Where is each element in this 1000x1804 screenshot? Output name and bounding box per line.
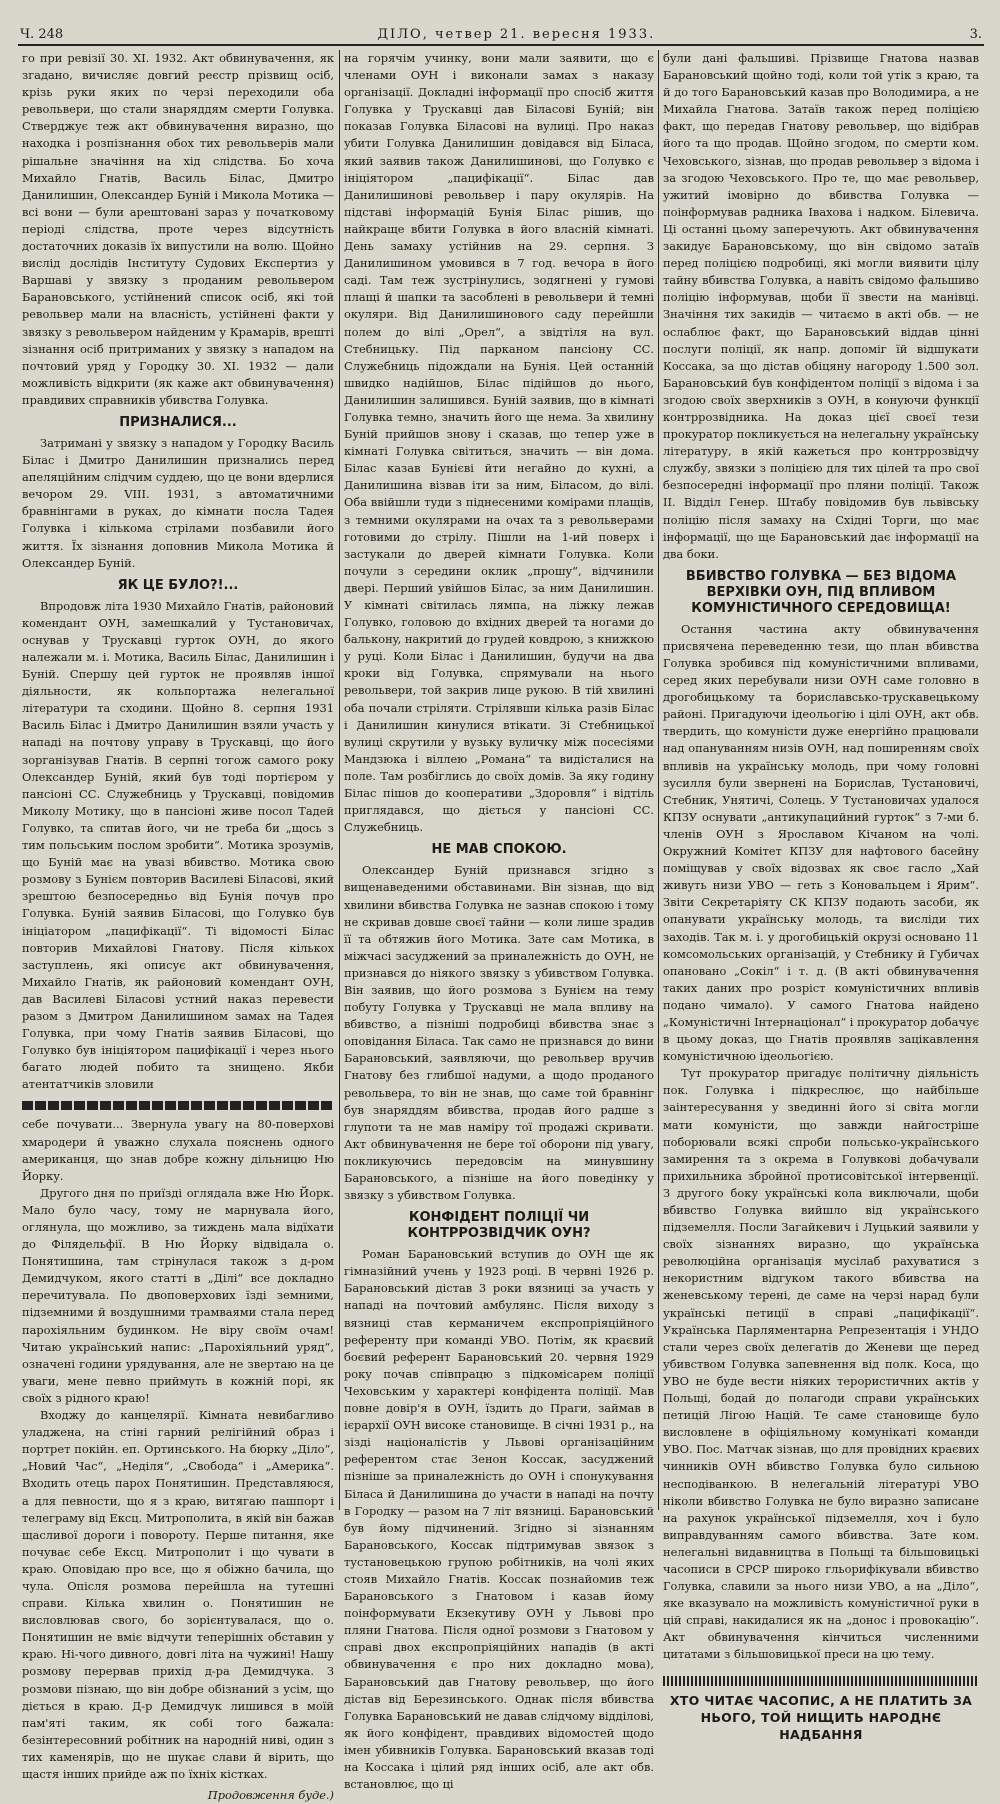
article-paragraph: Остання частина акту обвинувачення присвячена переведенню тези, що план вбивства Голувка зробився під комуністичними впливами, серед яких перебували низи ОУН саме головно в дрогобицькому та бориславсько-трускавецькому районі. Пригадуючи ідеольогію і цілі ОУН, акт обв. твердить, що комуністи дуже енергійно працювали над опануванням низів ОУН, над поширенням своїх впливів на українську молодь, при чому головні зусилля були звернені на Борислав, Тустановичі, Стебник, Унятичі, Солець. У Тустановичах удалося КПЗУ оснувати „антикупацийний гурток“ з 7-ми б. членів ОУН з Ярославом Кічаном на чолі. Окружний Комітет КПЗУ для нафтового басейну поміщував у своїх відозвах як своє гасло „Хай живуть низи УВО — геть з Коновальцем і Ярим“. Звіти Секретаріяту СК КПЗУ подають засоби, як опанувати українську молодь, та висліди тих заходів. Так м. і. у дрогобицькій окрузі основано 11 комсомольських організацій, у Стебнику й Губичах опановано „Сокіл“ і т. д. (В акті обвинувачення таких даних про розріст комуністичних впливів подано чимало). У самого Гнатова найдено „Комуністичні Інтернаціонал“ і прокуратор добачує в цьому доказ, що Гнатів проявляв зацікавлення комуністичною ідеольогією. xyxy=(663,621,979,1064)
newspaper-title-date: ДІЛО, четвер 21. вересня 1933. xyxy=(377,27,656,42)
header-rule xyxy=(18,44,984,46)
feuilleton-paragraph: Другого дня по приїзді оглядала вже Ню Йорк. Мало було часу, тому не марнувала його, оглянула, що можливо, за тиждень мала відїхати до Філядельфії. В Ню Йорку відвідала о. Понятишина, там стрінулася також з д-ром Демидчуком, якого статті в „Ділі“ все докладно перечитувала. По двоповерхових їзді земними, підземними й воздушними трамваями стала перед парохіяльним будинком. Не віру своїм очам! Читаю український напис: „Парохіяльний уряд“, означені години урядування, але не звертаю на це уваги, мене певно приймуть в кожній порі, як своїх з рідного краю! xyxy=(22,1185,334,1405)
subscription-notice: ХТО ЧИТАЄ ЧАСОПИС, А НЕ ПЛАТИТЬ ЗА НЬОГО, ТОЙ НИЩИТЬ НАРОДНЄ НАДБАННЯ xyxy=(669,1692,973,1742)
article-paragraph: були дані фальшиві. Прізвище Гнатова назвав Барановський щойно тоді, коли той утік з краю, та й до того Барановський казав про Володимира, а не Михайла Гнатова. Затаїв також перед поліцією факт, що передав Гнатову револьвер, що відібрав його та що продав. Щойно згодом, по смерти ком. Чеховського, зізнав, що продав револьвер з відома і за згодою Чеховського. Про те, що має револьвер, ужитий імовірно до вбивства Голувка — поінформував радника Івахова і надком. Білевича. Ці останні цьому заперечують. Акт обвинувачення закидує Барановському, що він свідомо затаїв перед поліцією подробиці, які могли виявити цілу тайну вбивства Голувка, а навіть свідомо фальшиво поліцію інформував, щоби її звести на манівці. Значіння тих закидів — читаємо в акті обв. — не ослаблює факт, що Барановський віддав цінні послуги поліції, як напр. допоміг їй відшукати Коссака, за що дістав обіцяну нагороду 1.500 зол. Барановський був конфідентом поліції з відома і за згодою своїх зверхників з ОУН, в конуючи функції контррозвідника. На доказ цієї своєї тези прокуратор покликується на нелегальну українську літературу, в якій кажеться про контррозвідчу службу, звязки з поліцією для тих цілей та про свої безпосередні інформації про пляни поліції. Також II. Відділ Генер. Штабу повідомив був львівську поліцію після замаху на Східні Торги, що має інформації, що ще Барановський дає інформації на два боки. xyxy=(663,51,979,561)
section-heading-confessed: ПРИЗНАЛИСЯ... xyxy=(119,414,237,430)
feuilleton-paragraph: Входжу до канцелярії. Кімната невибагливо уладжена, на стіні гарний релігійний образ і портрет покійн. еп. Ортинського. На бюрку „Діло“, „Новий Час“, „Неділя“, „Свобода“ і „Америка“. Входить отець парох Понятишин. Представляюся, а для певности, що я з краю, витягаю пашпорт і телеграму від Ексц. Митрополита, в якій він бажав щасливої дороги і повороту. Перше питання, яке почуває себе Ексц. Митрополит і що чувати в краю. Оповідаю про все, що я обіжно бачила, що чула. Опісля розмова перейшла на тутешні справи. Кілька хвилин о. Понятишин не висловлював свого, бо зорієнтувалася, що о. Понятишин не вміє відчути теперішніх обставин у краю. Ні-чого дивного, довгі літа на чужині! Нашу розмову перервав прихід д-ра Демидчука. З розмови пізнаю, що він добре обізнаний з усім, що діється в краю. Д-р Демидчук лишився в моїй пам'яті таким, як собі того бажала: безінтересовний робітник на народній ниві, один з тих каменярів, що не шукає слави й вірить, що щастя інших прийде аж по їхніх кістках. xyxy=(22,1408,334,1781)
article-paragraph: Роман Барановський вступив до ОУН ще як гімназійний учень у 1923 році. В червні 1926 р. Барановський дістав 3 роки вязниці за участь у нападі на почтовий амбулянс. Після виходу з вязниці став керманичем експропріяційного референту при команді УВО. Потім, як краєвий боєвий референт Барановський 20. червня 1929 року почав співпрацю з підкомісарем поліції Чеховським у характері конфідента поліції. Мав повне довір'я в ОУН, їздить до Праги, займав в ієрархії ОУН високе становище. В січні 1931 р., на зізді націоналістів у Львові організаційним референтом стає Зенон Коссак, засуджений пізніше за приналежність до ОУН і спонукування Біласа й Данилишина до участи в нападі на почту в Городку — разом на 7 літ вязниці. Барановський був йому підчинений. Згідно зі зізнанням Барановського, Коссак підтримував звязок з тустановецькою групою робітників, на чолі яких стояв Михайло Гнатів. Коссак познайомив теж Барановського з Гнатовом і казав йому поінформувати Екзекутиву ОУН у Львові про пляни Гнатова. Після одної розмови з Гнатовом у справі двох експропріяційних нападів (в акті обвинувачення є про них докладно мова), Барановський дав Гнатову револьвер, що його дістав від Березинського. Однак після вбивства Голувка Барановський не давав слідчому відділові, як його конфідент, правдивих відомостей щодо імен убивників Голувка. Барановський вказав тоді на Коссака і цілий ряд інших осіб, але акт обв. встановлює, що ці xyxy=(344,1247,654,1792)
column-3 xyxy=(663,50,979,1742)
column-1 xyxy=(22,50,334,1803)
masthead xyxy=(20,18,982,42)
section-heading-no-peace: НЕ МАВ СПОКОЮ. xyxy=(431,842,567,858)
article-separator xyxy=(22,1101,334,1110)
article-paragraph: Впродовж літа 1930 Михайло Гнатів, районовий комендант ОУН, замешкалий у Тустановичах, оснував у Трускавці гурток ОУН, до якого належали м. і. Мотика, Василь Білас, Данилишин і Буній. Спершу цей гурток не проявляв іншої діяльности, як кольпортажа нелегальної літератури та сходини. Щойно 8. серпня 1931 Василь Білас і Дмитро Данилишин взяли участь у нападі на почтову управу в Трускавці, що його зорганізував Гнатів. В серпні тогож самого року Олександер Буній, який був тоді портієром у пансіоні СС. Служебниць у Трускавці, повідомив Миколу Мотику, що в пансіоні живе посол Тадей Голувко, та спитав його, чи не треба би „щось з тим польським послом зробити“. Мотика зрозумів, що Буній має на увазі вбивство. Мотика свою розмову з Бунієм повторив Василеві Біласові, який зрештою безпосередньо від Бунія почув про Голувка. Буній заявив Біласові, що Голувко був ініціатором „пацифікації“. Ті відомості Білас повторив Михайлові Гнатову. Після кількох заступлень, які описує акт обвинувачення, Михайло Гнатів, як районовий комендант ОУН, дав Василеві Біласові устний наказ перевести разом з Дмитром Данилишином замах на Тадея Голувка, при чому Гнатів заявив Біласові, що Голувко був ініціятором пацифікації і через нього багато людей побито та знищено. Якби атентатчиків зловили xyxy=(22,598,334,1092)
article-paragraph: Олександер Буній признався згідно з вищенаведеними обставинами. Він зізнав, що від хвилини вбивства Голувка не зазнав спокою і тому не скривав довше своєї тайни — коли лише зрадив її та обтяжив його Мотика. Зате сам Мотика, в міжчасі засуджений за приналежність до ОУН, не признався до ніякого звязку з убивством Голувка. Він заявив, що його розмова з Бунієм на тему побуту Голувка у Трускавці не мала впливу на вбивство, а пізніші подробиці вбивства знає з оповідання Біласа. Так само не признався до вини Барановський, заявляючи, що револьвер вручив Гнатову без глибшої надуми, а щодо проданого револьвера, то він не знав, що саме той бравнінг був знаряддям вбивства, продав його радше з глупоти та не мав наміру тої продажі скривати. Акт обвинувачення не бере тої оборони під увагу, покликуючись передовсім на минувшину Барановського, а пізніше на його поведінку у звязку з убивством Голувка. xyxy=(344,863,654,1203)
article-paragraph: Тут прокуратор пригадує політичну діяльність пок. Голувка і підкреслює, що найбільше заінтересування у звединні його зі світа могли мати комуністи, що завжди найгостріше поборювали всякі спроби польсько-українського замирення та з окрема в Голувкові добачували прихильника збройної протисовітської інтервенції. З другого боку українські кола виключали, щоби вбивство Голувка вийшло від українського підземелля. Посли Загайкевич і Луцький заявили у своїх зізнаннях виразно, що українська революційна організація мусілаб рахуватися з некористним відгуком такого вбивства на женевському терені, де саме на черзі нарад були українські петиції в справі „пацифікації“. Українська Парляментарна Репрезентація і УНДО стали через своїх делегатів до Женеви ще перед убивством Голувка запевнення від полк. Коса, що УВО не буде вести ніяких терористичних актів у Польщі, бодай до полагоди справи українських петицій Лігою Націй. Те саме становище було висловлене в офіціяльному комунікаті команди УВО. Пос. Матчак зізнав, що для провідних краєвих чинників ОУН вбивство Голувка було сильною несподіванкою. В нелегальній літературі УВО ніколи вбивство Голувка не було виразно записане на рахунок української підземелля, хоч і було виправдуванням самого вбивства. Зате ком. нелегальні видавництва в Польщі та більшовицькі часописи в СРСР широко гльорифікували вбивство Голувка, славили за нього низи УВО, а на „Діло“, яке вказувало на можливість комуністичної руки в цій справі, накидалися як на „донос і провокацію“. Акт обвинувачення кінчиться численними цитатами з більшовицької преси на цю тему. xyxy=(663,1066,979,1662)
article-paragraph: на горячім учинку, вони мали заявити, що є членами ОУН і виконали замах з наказу організації. Докладні інформації про спосіб життя Голувка у Трускавці дав Біласові Буній; він показав Голувка Біласові на вулиці. Про наказ убити Голувка Данилишин довідався від Біласа, який заявив також Данилишинові, що Голувко є ініціятором „пацифікації“. Білас дав Данилишинові револьвер і пару окулярів. На підставі інформацій Бунія Білас рішив, що найкраще вбити Голувка в його власній кімнаті. День замаху устійнив на 29. серпня. З Данилишином умовився в 7 год. вечора в його саді. Там теж зустрінулись, зодягнені у гумові плащі й шапки та засоблені в револьвери й темні окуляри. Від Данилишинового саду перейшли полем до вілі „Орел“, а звідтіля на вул. Стебницьку. Під парканом пансіону СС. Служебниць підождали на Бунія. Цей останній швидко надійшов, Білас підійшов до нього, Данилишин залишився. Буній заявив, що в кімнаті Голувка темно, значить його ще нема. За хвилину Буній прийшов знову і сказав, що тепер уже в кімнаті Голувка світиться, значить — він дома. Білас казав Бунієві йти негайно до кухні, а Данилишина візвав іти за ним, Біласом, до вілі. Оба ввійшли туди з піднесеними комірами плащів, з темними окулярами на очах та з револьверами готовими до стрілу. Пішли на 1-ий поверх і застукали до дверей кімнати Голувка. Коли почули з середини оклик „прошу“, відчинили двері. Перший увійшов Білас, за ним Данилишин. У кімнаті світилась лямпа, на ліжку лежав Голувко, головою до вхідних дверей та ногами до бальконy, накритий до грудей ковдрою, з книжкою у руці. Коли Білас і Данилишин, будучи на два кроки від Голувка, спрямували на нього револьвери, той закрив лице рукою. В тій хвилині оба почали стріляти. Стрілявши кілька разів Білас і Данилишин кинулися втікати. Зі Стебницької вулиці скрутили у вузьку вуличку між посесіями Мандзюка і віллею „Романа“ та видісталися на поле. Там розбіглись до своїх домів. За яку годину Білас пішов до кооперативи „Здоровля“ і відтіль приглядався, що діється у пансіоні СС. Служебниць. xyxy=(344,51,654,835)
column-rule-2 xyxy=(658,50,659,1510)
page-number: 3. xyxy=(969,27,982,42)
section-heading-how-it-was: ЯК ЦЕ БУЛО?!... xyxy=(117,577,239,593)
article-paragraph: Затримані у звязку з нападом у Городку Василь Білас і Дмитро Данилишин признались перед апеляційним слідчим суддею, що це вони вдерлися вечором 29. VIII. 1931, з автоматичними бравнінгами в руках, до кімнати посла Тадея Голувка і кількома стрілами позбавили його життя. Їх зізнання доповнив Микола Мотика й Олександер Буній. xyxy=(22,435,334,570)
section-heading-police-informant: КОНФІДЕНТ ПОЛІЦІЇ ЧИ КОНТРРОЗВІДЧИК ОУН? xyxy=(407,1210,591,1242)
continuation-note: Продовження буде.) xyxy=(207,1788,334,1803)
column-2 xyxy=(344,50,654,1792)
notice-separator xyxy=(663,1676,979,1686)
feuilleton-paragraph: себе почувати... Звернула увагу на 80-поверхові хмародери й уважно слухала пояснень одного американця, що знав добре кожну дільницю Ню Йорку. xyxy=(22,1117,334,1183)
column-rule-1 xyxy=(339,50,340,1510)
page-reference: Ч. 248 xyxy=(20,27,64,42)
article-paragraph: го при ревізії 30. XI. 1932. Акт обвинувачення, як згадано, вичисляє довгий реєстр прізвищ осіб, крізь руки яких по черзі переходили оба револьвери, що стали знаряддям смерти Голувка. Стверджує теж акт обвинувачення виразно, що находка і розпізнання обох тих револьверів мали рішальне значіння на хід слідства. Бо хоча Михайло Гнатів, Василь Білас, Дмитро Данилишин, Олександер Буній і Микола Мотика — всі вони — були арештовані зараз у початковому періоді слідства, проте через відсутність достаточних доказів їх випустили на волю. Щойно вислід дослідів Інституту Судових Експертиз у Варшаві у звязку з проданим револьвером Барановського, устійнений список осіб, які той револьвер мали на власність, устійнені факти у звязку з револьвером найденим у Крамарів, врешті зізнання осіб притриманих у звязку з нападом на почтовий уряд у Городку 30. XI. 1932 — дали можливість відкрити (як каже акт обвинувачення) правдивих справників убивства Голувка. xyxy=(22,51,334,407)
section-heading-murder-without-oun: ВБИВСТВО ГОЛУВКА — БЕЗ ВІДОМА ВЕРХІВКИ ОУН, ПІД ВПЛИВОМ КОМУНІСТИЧНОГО СЕРЕДОВИЩА! xyxy=(685,568,957,616)
